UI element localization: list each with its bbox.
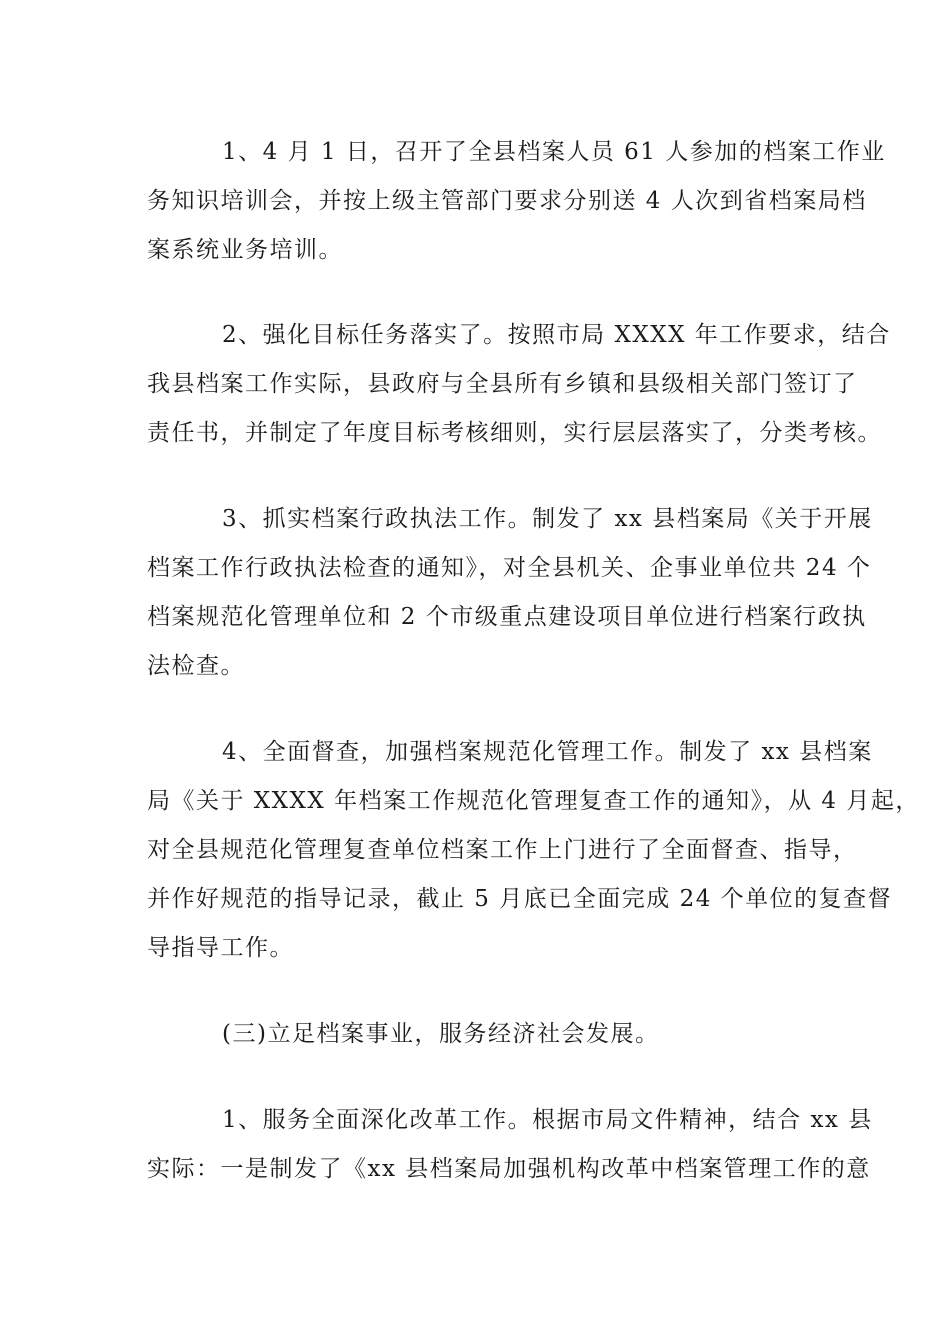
paragraph-2-line-3: 责任书，并制定了年度目标考核细则，实行层层落实了，分类考核。 xyxy=(147,420,882,446)
paragraph-5-line-2: 实际：一是制发了《xx 县档案局加强机构改革中档案管理工作的意 xyxy=(147,1156,871,1182)
paragraph-2-line-1: 2、强化目标任务落实了。按照市局 XXXX 年工作要求，结合 xyxy=(222,322,891,348)
paragraph-4-line-1: 4、全面督查，加强档案规范化管理工作。制发了 xx 县档案 xyxy=(222,739,873,765)
paragraph-3-line-3: 档案规范化管理单位和 2 个市级重点建设项目单位进行档案行政执 xyxy=(147,604,867,630)
paragraph-4-line-4: 并作好规范的指导记录，截止 5 月底已全面完成 24 个单位的复查督 xyxy=(147,886,893,912)
paragraph-4-line-2: 局《关于 XXXX 年档案工作规范化管理复查工作的通知》，从 4 月起， xyxy=(147,788,920,814)
paragraph-4-line-3: 对全县规范化管理复查单位档案工作上门进行了全面督查、指导， xyxy=(147,837,858,863)
paragraph-3-line-2: 档案工作行政执法检查的通知》，对全县机关、企事业单位共 24 个 xyxy=(147,555,872,581)
paragraph-2-line-2: 我县档案工作实际，县政府与全县所有乡镇和县级相关部门签订了 xyxy=(147,371,858,397)
paragraph-1-line-2: 务知识培训会，并按上级主管部门要求分别送 4 人次到省档案局档 xyxy=(147,188,867,214)
paragraph-3-line-1: 3、抓实档案行政执法工作。制发了 xx 县档案局《关于开展 xyxy=(222,506,873,532)
section-heading-3: (三)立足档案事业，服务经济社会发展。 xyxy=(222,1021,660,1047)
paragraph-3-line-4: 法检查。 xyxy=(147,653,245,679)
paragraph-5-line-1: 1、服务全面深化改革工作。根据市局文件精神，结合 xx 县 xyxy=(222,1107,873,1133)
paragraph-1-line-3: 案系统业务培训。 xyxy=(147,237,343,263)
paragraph-1-line-1: 1、4 月 1 日，召开了全县档案人员 61 人参加的档案工作业 xyxy=(222,139,886,165)
paragraph-4-line-5: 导指导工作。 xyxy=(147,935,294,961)
